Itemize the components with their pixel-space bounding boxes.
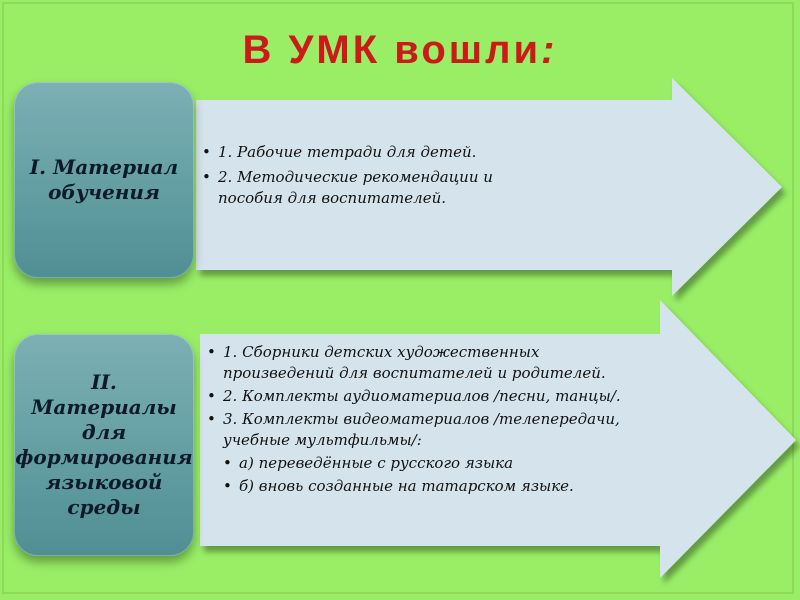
section2-label-line5: языковой [45,470,163,494]
section2-label-line1: II. [91,370,117,394]
section2-label-line2: Материалы [31,395,177,419]
section2-label-box [14,334,194,556]
list-item: • 2. Комплекты аудиоматериалов /песни, танцы/. [205,386,645,407]
section1-label-box [14,82,194,278]
section1-label-line2: обучения [48,180,160,204]
section2-label-line3: для [81,420,127,444]
list-item: • 1. Сборники детских художественных произведений для воспитателей и родителей. [205,342,645,384]
section2-label-line4: формирования [15,445,193,469]
list-subitem: • а) переведённые с русского языка [205,453,645,474]
section1-label-line1: I. Материал [29,155,179,179]
slide-title-text: В УМК вошли [242,28,542,72]
slide-title-colon: : [541,28,558,72]
list-subitem: • б) вновь созданные на татарском языке. [205,476,645,497]
list-item: • 2. Методические рекомендации и пособия для воспитателей. [200,167,560,209]
section2-list [205,342,645,499]
list-item: • 3. Комплекты видеоматериалов /телепередачи, учебные мультфильмы/: [205,409,645,451]
section2-label-line6: среды [67,495,141,519]
section1-list [200,142,560,213]
list-item: • 1. Рабочие тетради для детей. [200,142,560,163]
